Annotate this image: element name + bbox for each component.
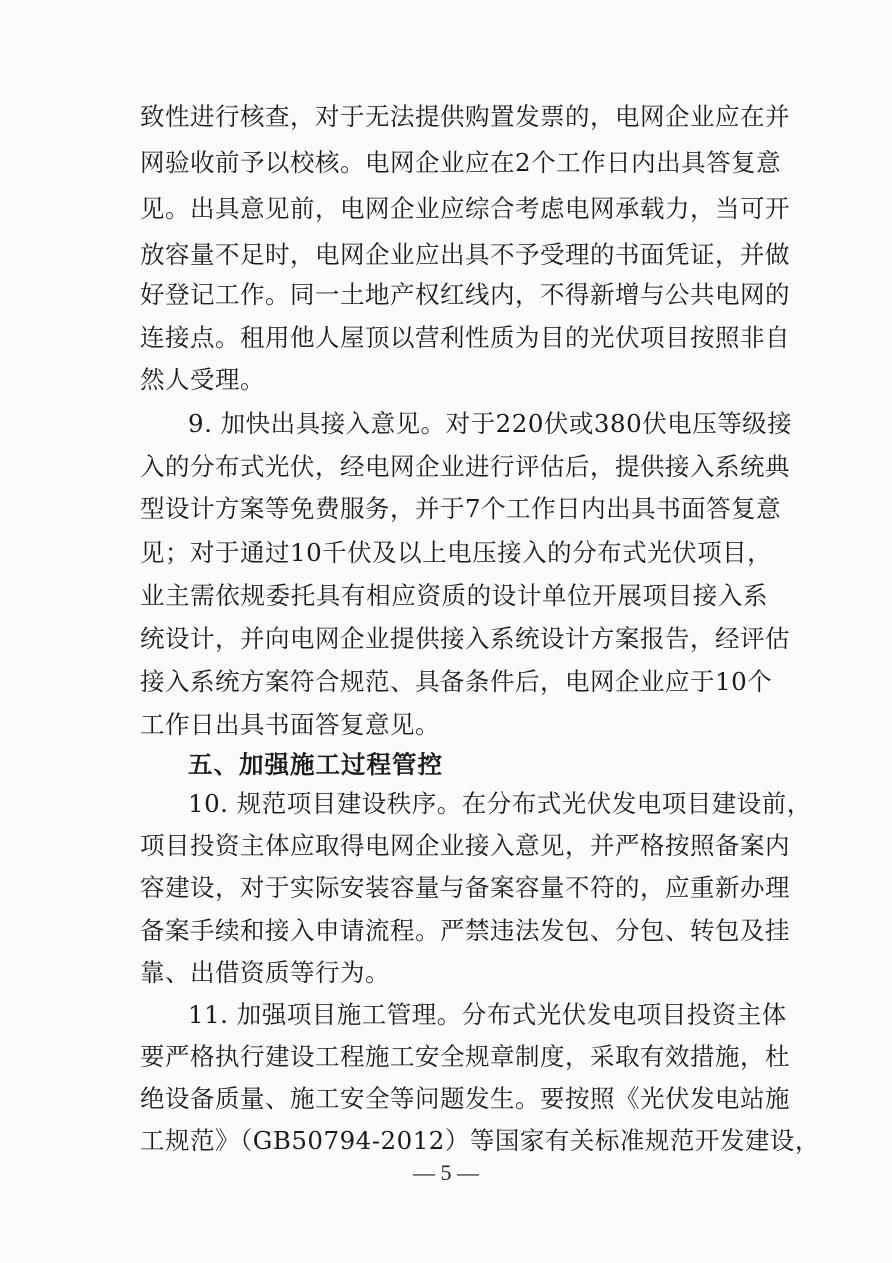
text-line: 绝设备质量、施工安全等问题发生。要按照《光伏发电站施 bbox=[140, 1084, 790, 1113]
text-line: 工作日出具书面答复意见。 bbox=[140, 710, 440, 739]
paragraph-11-first-line: 11. 加强项目施工管理。分布式光伏发电项目投资主体 bbox=[188, 1000, 787, 1029]
section-heading: 五、加强施工过程管控 bbox=[188, 750, 443, 779]
text-line: 工规范》（GB50794-2012）等国家有关标准规范开发建设， bbox=[140, 1126, 820, 1155]
text-line: 型设计方案等免费服务，并于7个工作日内出具书面答复意 bbox=[140, 494, 782, 523]
text-line: 连接点。租用他人屋顶以营利性质为目的光伏项目按照非自 bbox=[140, 323, 790, 352]
text-line: 然人受理。 bbox=[140, 365, 265, 394]
text-line: 统设计，并向电网企业提供接入系统设计方案报告，经评估 bbox=[140, 624, 790, 653]
paragraph-10-first-line: 10. 规范项目建设秩序。在分布式光伏发电项目建设前， bbox=[188, 789, 812, 818]
text-line: 放容量不足时，电网企业应出具不予受理的书面凭证，并做 bbox=[140, 240, 790, 269]
text-line: 见；对于通过10千伏及以上电压接入的分布式光伏项目， bbox=[140, 538, 773, 567]
text-line: 容建设，对于实际安装容量与备案容量不符的，应重新办理 bbox=[140, 873, 790, 902]
text-line: 入的分布式光伏，经电网企业进行评估后，提供接入系统典 bbox=[140, 452, 790, 481]
page-number: — 5 — bbox=[413, 1160, 479, 1185]
text-line: 要严格执行建设工程施工安全规章制度，采取有效措施，杜 bbox=[140, 1042, 790, 1071]
text-line: 见。出具意见前，电网企业应综合考虑电网承载力，当可开 bbox=[140, 194, 790, 223]
text-line: 备案手续和接入申请流程。严禁违法发包、分包、转包及挂 bbox=[140, 916, 790, 945]
text-line: 致性进行核查，对于无法提供购置发票的，电网企业应在并 bbox=[140, 102, 790, 131]
text-line: 网验收前予以校核。电网企业应在2个工作日内出具答复意 bbox=[140, 148, 782, 177]
text-line: 接入系统方案符合规范、具备条件后，电网企业应于10个 bbox=[140, 667, 773, 696]
text-line: 好登记工作。同一土地产权红线内，不得新增与公共电网的 bbox=[140, 280, 790, 309]
text-line: 业主需依规委托具有相应资质的设计单位开展项目接入系 bbox=[140, 581, 768, 610]
text-line: 靠、出借资质等行为。 bbox=[140, 958, 390, 987]
paragraph-9-first-line: 9. 加快出具接入意见。对于220伏或380伏电压等级接 bbox=[188, 409, 793, 438]
text-line: 项目投资主体应取得电网企业接入意见，并严格按照备案内 bbox=[140, 831, 790, 860]
